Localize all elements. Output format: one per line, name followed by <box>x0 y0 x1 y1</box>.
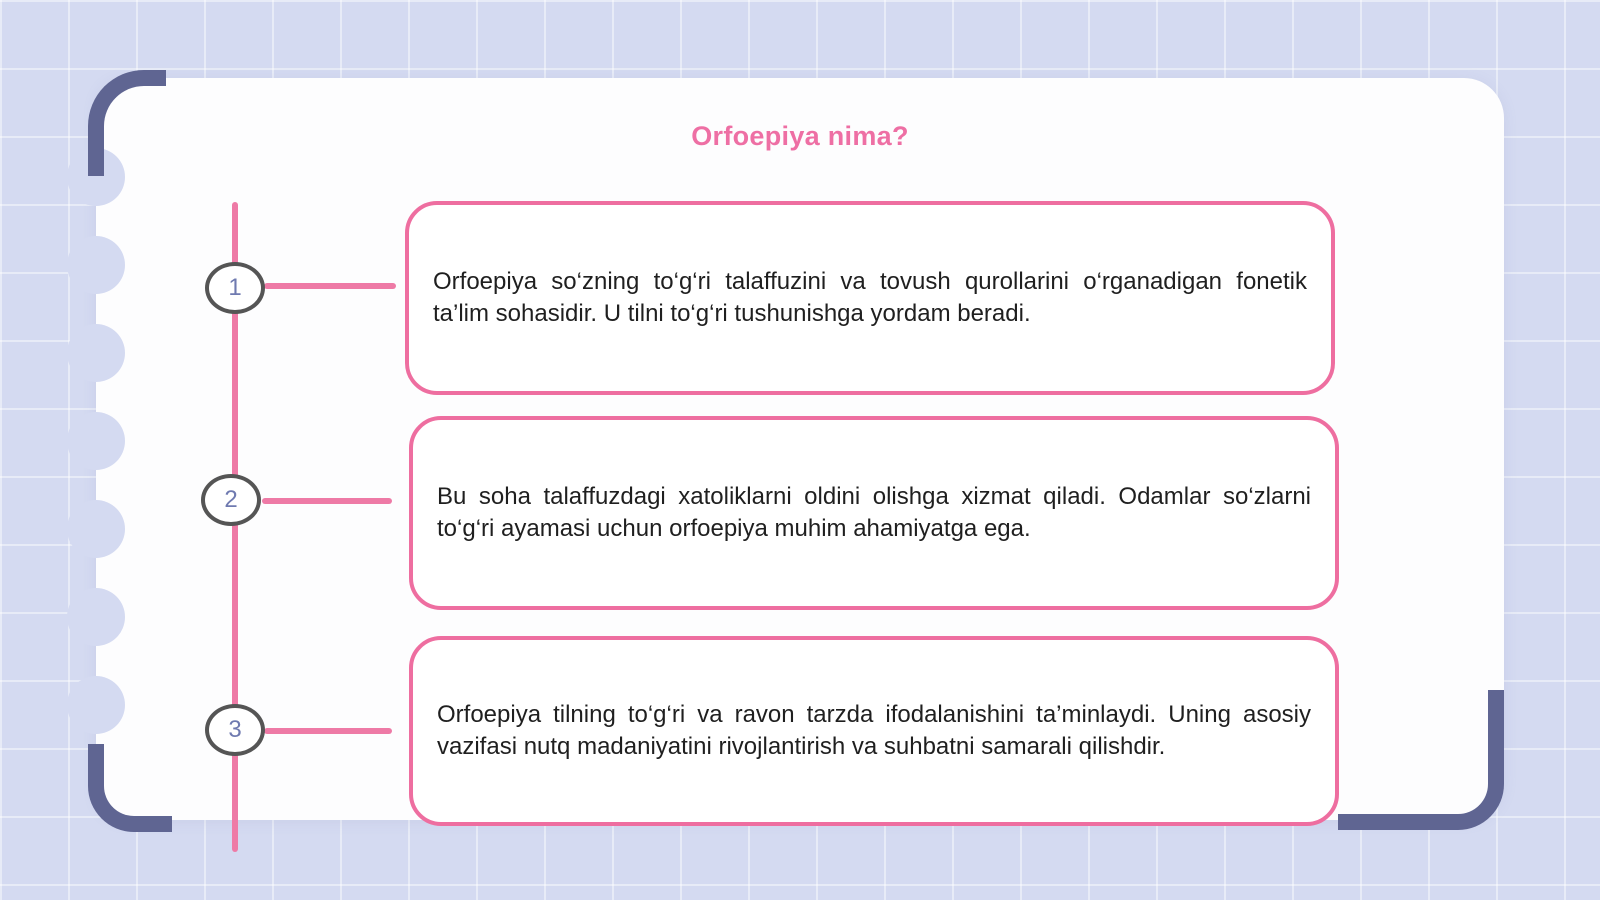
slide-title: Orfoepiya nima? <box>691 121 909 151</box>
corner-bracket-bottom-left <box>88 744 172 832</box>
scallop-decoration <box>67 412 125 470</box>
scallop-decoration <box>67 676 125 734</box>
text-box-3 <box>409 636 1339 826</box>
scallop-decoration <box>67 588 125 646</box>
step-number-1: 1 <box>205 262 265 314</box>
step-number-2: 2 <box>201 474 261 526</box>
text-box-1 <box>405 201 1335 395</box>
scallop-decoration <box>67 324 125 382</box>
step-number-3: 3 <box>205 704 265 756</box>
text-box-2 <box>409 416 1339 610</box>
text-box-content: Bu soha talaffuzdagi xatoliklarni oldini olishga xizmat qiladi. Odamlar so‘zlarni to‘g‘ri ayamasi uchun orfoepiya muhim ahamiyatga ega. <box>437 483 1311 542</box>
timeline-connector <box>264 283 396 289</box>
timeline-connector <box>262 498 392 504</box>
text-box-content: Orfoepiya tilning to‘g‘ri va ravon tarzda ifodalanishini ta’minlaydi. Uning asosiy vazifasi nutq madaniyatini rivojlantirish va suhbatni samarali qilishdir. <box>437 701 1311 760</box>
timeline-connector <box>264 728 392 734</box>
scallop-decoration <box>67 236 125 294</box>
corner-bracket-top-left <box>88 70 166 176</box>
corner-bracket-bottom-right <box>1338 690 1504 830</box>
scallop-decoration <box>67 500 125 558</box>
text-box-content: Orfoepiya so‘zning to‘g‘ri talaffuzini va tovush qurollarini o‘rganadigan fonetik ta’lim sohasidir. U tilni to‘g‘ri tushunishga yordam beradi. <box>433 268 1307 327</box>
